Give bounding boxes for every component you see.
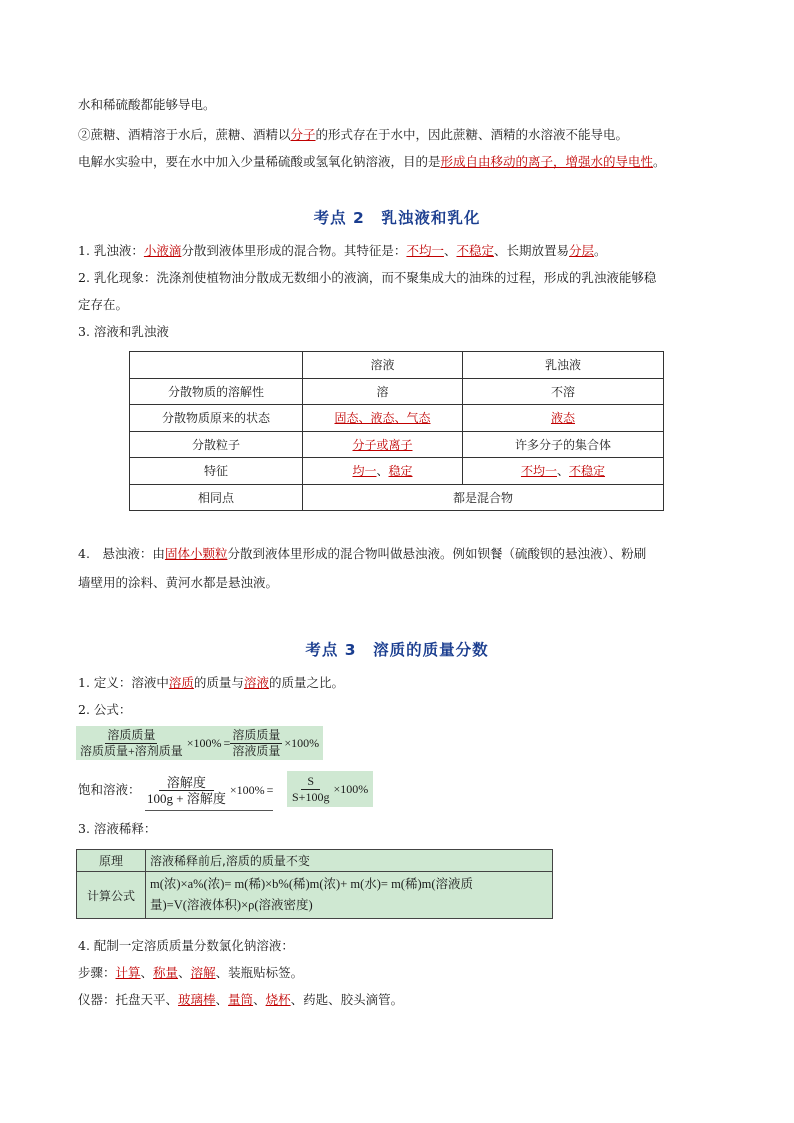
formula-line: m(浓)×a%(浓)= m(稀)×b%(稀)m(浓)+ m(水)= m(稀)m(溶液质	[150, 877, 474, 891]
answer-text: 玻璃棒	[178, 992, 216, 1007]
text-segment: 、药匙、胶头滴管。	[290, 992, 404, 1007]
s3-definition	[78, 674, 344, 692]
table-cell	[130, 352, 303, 379]
intro-line-1	[78, 96, 216, 114]
denominator: 100g + 溶解度	[147, 790, 226, 806]
times-100-percent: ×100%	[333, 781, 369, 796]
numerator: 溶质质量	[107, 727, 156, 742]
table-cell	[463, 458, 664, 485]
times-100-percent: ×100%	[284, 735, 320, 750]
answer-text: 溶液	[243, 675, 269, 690]
text-segment: 分散到液体里形成的混合物叫做悬浊液。例如钡餐（硫酸钡的悬浊液）、粉刷	[227, 546, 647, 561]
table-cell: 溶液稀释前后,溶质的质量不变	[146, 850, 553, 872]
table-cell	[303, 405, 463, 432]
table-cell: 溶	[303, 378, 463, 405]
solution-vs-emulsion-table	[129, 351, 664, 511]
answer-text: 分子	[290, 127, 316, 142]
row-label: 原理	[77, 850, 146, 872]
intro-line-2	[78, 126, 628, 144]
table-cell	[303, 431, 463, 458]
answer-text: 固体小颗粒	[164, 546, 228, 561]
section-3-title: 考点 3 溶质的质量分数	[305, 641, 489, 659]
text-segment: 、	[376, 464, 389, 479]
answer-text: 溶质	[168, 675, 194, 690]
mass-fraction-formula	[76, 726, 323, 760]
text-segment: 2. 公式：	[78, 702, 132, 717]
answer-text: 液态	[550, 411, 575, 426]
text-segment: 仪器：托盘天平、	[78, 992, 179, 1007]
answer-text: 烧杯	[265, 992, 291, 1007]
numerator: 溶解度	[159, 775, 214, 791]
intro-line-3	[78, 153, 666, 171]
table-row	[77, 872, 553, 919]
numerator: 溶质质量	[232, 727, 281, 742]
saturated-label	[78, 781, 141, 799]
saturated-formula-right	[287, 771, 373, 807]
equals-sign: =	[223, 735, 231, 750]
answer-text: 不均一	[406, 243, 444, 258]
fraction	[230, 728, 282, 759]
text-segment: 电解水实验中，要在水中加入少量稀硫酸或氢氧化钠溶液，目的是	[78, 154, 441, 169]
table-row	[130, 458, 664, 485]
answer-text: 不均一	[520, 464, 557, 479]
text-segment: 步骤：	[78, 965, 116, 980]
text-segment: 、长期放置易	[493, 243, 569, 258]
text-segment: 、	[443, 243, 457, 258]
s3-formula-label	[78, 701, 131, 719]
table-row	[130, 378, 664, 405]
formula-line: 量)=V(溶液体积)×ρ(溶液密度)	[150, 898, 313, 912]
answer-text: 分层	[569, 243, 595, 258]
text-segment: 定存在。	[78, 297, 129, 312]
fraction	[78, 728, 185, 759]
table-cell	[146, 872, 553, 919]
prep-instruments	[78, 991, 403, 1009]
text-segment: 的质量之比。	[268, 675, 344, 690]
fraction	[290, 774, 331, 805]
answer-text: 分子或离子	[352, 437, 413, 452]
times-100-percent: ×100%	[186, 735, 222, 750]
dilution-table	[76, 849, 553, 919]
denominator: 溶液质量	[232, 743, 281, 758]
text-segment: 2. 乳化现象：洗涤剂使植物油分散成无数细小的液滴，而不聚集成大的油珠的过程，形成的乳浊液能够稳	[78, 270, 657, 285]
prep-steps	[78, 964, 303, 982]
text-segment: 4. 配制一定溶质质量分数氯化钠溶液：	[78, 938, 294, 953]
saturated-formula-left	[145, 770, 273, 811]
text-segment: 、	[140, 965, 154, 980]
s2-paragraph-2-line-1	[78, 269, 656, 287]
text-segment: 、	[215, 992, 229, 1007]
text-segment: 、	[178, 965, 191, 980]
text-segment: 3. 溶液稀释：	[78, 821, 157, 836]
s2-paragraph-2-line-2	[78, 296, 128, 314]
answer-text: 均一	[352, 464, 377, 479]
answer-text: 溶解	[190, 965, 216, 980]
equals-sign: =	[266, 782, 274, 797]
s2-paragraph-4-line-2	[78, 574, 278, 592]
text-segment: 1. 定义：溶液中	[78, 675, 169, 690]
answer-text: 称量	[153, 965, 179, 980]
row-label: 计算公式	[77, 872, 146, 919]
s2-paragraph-4	[78, 545, 646, 563]
answer-text: 量筒	[228, 992, 254, 1007]
dilution-label	[78, 820, 156, 838]
table-cell: 许多分子的集合体	[463, 431, 664, 458]
row-label: 分散物质原来的状态	[130, 405, 303, 432]
table-cell: 不溶	[463, 378, 664, 405]
answer-text: 不稳定	[569, 464, 606, 479]
text-segment: 、	[253, 992, 266, 1007]
answer-text: 稳定	[388, 464, 413, 479]
s2-paragraph-1	[78, 242, 607, 260]
prep-title	[78, 937, 294, 955]
text-segment: 饱和溶液：	[78, 782, 141, 797]
table-cell: 都是混合物	[303, 484, 664, 511]
answer-text: 小液滴	[143, 243, 182, 258]
answer-text: 形成自由移动的离子，增强水的导电性	[440, 154, 654, 169]
table-row	[130, 405, 664, 432]
text-segment: 、	[556, 464, 569, 479]
table-cell	[463, 405, 664, 432]
table-row	[77, 850, 553, 872]
text-segment: 。	[594, 243, 607, 258]
text-segment: 墙壁用的涂料、黄河水都是悬浊液。	[78, 575, 279, 590]
table-row	[130, 431, 664, 458]
text-segment: 分散到液体里形成的混合物。其特征是：	[181, 243, 407, 258]
section-2-title: 考点 2 乳浊液和乳化	[313, 209, 481, 227]
row-label: 特征	[130, 458, 303, 485]
denominator: S+100g	[292, 789, 330, 804]
text-segment: 3. 溶液和乳浊液	[78, 324, 169, 339]
table-header-cell: 乳浊液	[463, 352, 664, 379]
table-header-row	[130, 352, 664, 379]
answer-text: 计算	[115, 965, 141, 980]
row-label: 分散物质的溶解性	[130, 378, 303, 405]
answer-text: 不稳定	[456, 243, 494, 258]
text-segment: 1. 乳浊液：	[78, 243, 144, 258]
text-segment: 、装瓶贴标签。	[215, 965, 304, 980]
text-segment: 。	[653, 154, 666, 169]
s2-paragraph-3	[78, 323, 169, 341]
numerator: S	[301, 774, 320, 790]
fraction	[145, 775, 228, 806]
row-label: 分散粒子	[130, 431, 303, 458]
text-segment: 4. 悬浊液：由	[78, 546, 165, 561]
text-segment: 的形式存在于水中，因此蔗糖、酒精的水溶液不能导电。	[315, 127, 629, 142]
table-header-cell: 溶液	[303, 352, 463, 379]
text-segment: 的质量与	[193, 675, 244, 690]
times-100-percent: ×100%	[229, 782, 265, 797]
intro-text: 水和稀硫酸都能够导电。	[78, 97, 216, 112]
table-cell	[303, 458, 463, 485]
denominator: 溶质质量+溶剂质量	[80, 743, 183, 758]
answer-text: 固态、液态、气态	[334, 411, 431, 426]
text-segment: ②蔗糖、酒精溶于水后，蔗糖、酒精以	[78, 127, 291, 142]
row-label: 相同点	[130, 484, 303, 511]
table-row	[130, 484, 664, 511]
